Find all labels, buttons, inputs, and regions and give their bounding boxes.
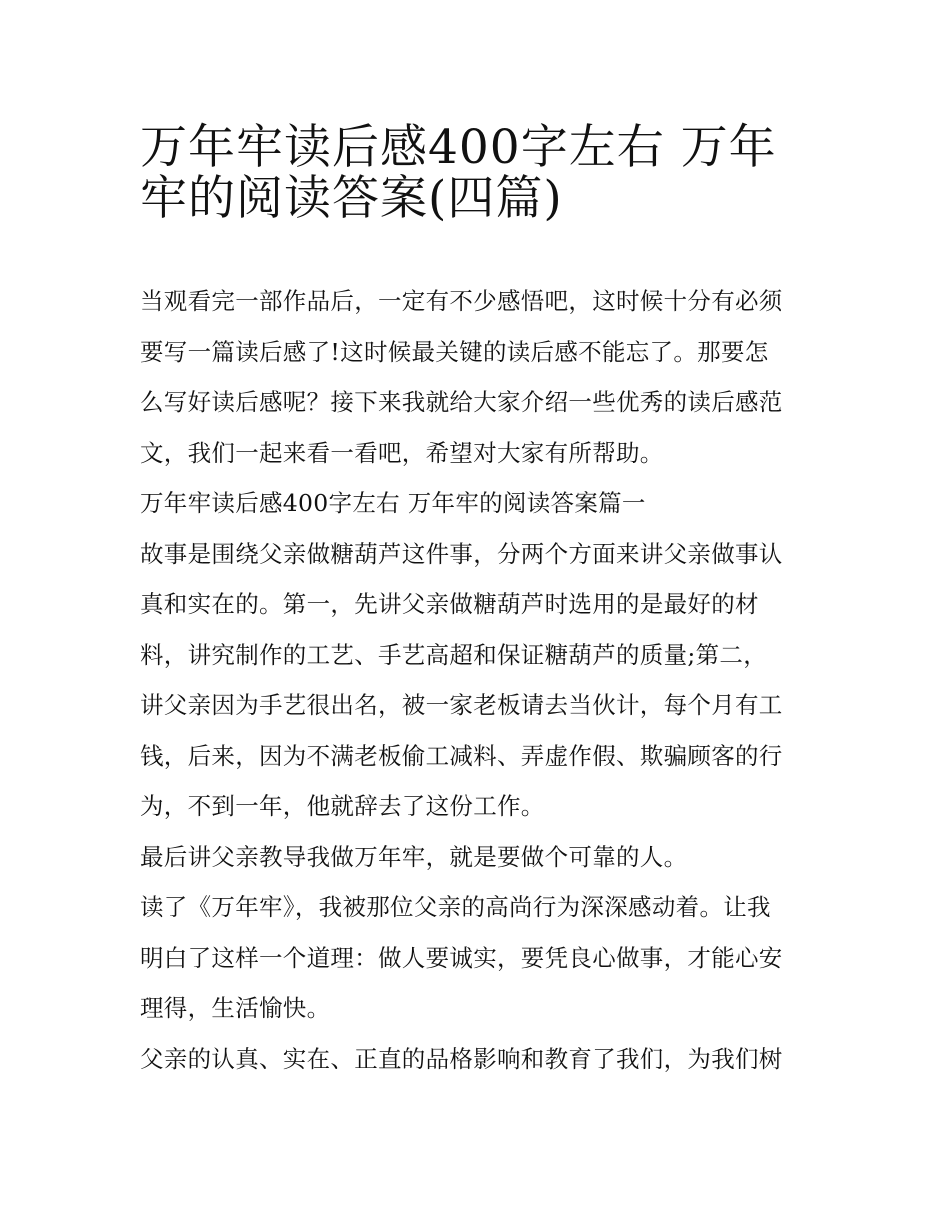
document-body (140, 276, 820, 1084)
paragraph (140, 832, 820, 883)
text-line: 当观看完一部作品后，一定有不少感悟吧，这时候十分有必须 (140, 287, 783, 315)
text-line: 文，我们一起来看一看吧，希望对大家有所帮助。 (140, 438, 664, 467)
text-line: 父亲的认真、实在、正直的品格影响和教育了我们，为我们树 (140, 1044, 783, 1073)
intro-paragraph (140, 276, 820, 478)
text-line: 理得，生活愉快。 (140, 994, 331, 1022)
text-line: 么写好读后感呢？接下来我就给大家介绍一些优秀的读后感范 (140, 388, 783, 416)
document-title (140, 112, 820, 226)
text-line: 料，讲究制作的工艺、手艺高超和保证糖葫芦的质量;第二， (140, 640, 768, 669)
text-line: 最后讲父亲教导我做万年牢，就是要做个可靠的人。 (140, 842, 688, 871)
title-line: 牢的阅读答案(四篇) (140, 170, 563, 226)
text-line: 为，不到一年，他就辞去了这份工作。 (140, 792, 545, 820)
text-line: 读了《万年牢》，我被那位父亲的高尚行为深深感动着。让我 (140, 893, 771, 921)
text-line: 讲父亲因为手艺很出名，被一家老板请去当伙计，每个月有工 (140, 691, 783, 719)
text-line: 明白了这样一个道理：做人要诚实，要凭良心做事，才能心安 (140, 943, 783, 972)
section-heading (140, 478, 820, 529)
text-line: 万年牢读后感400字左右 万年牢的阅读答案篇一 (140, 489, 646, 517)
reflection-paragraph (140, 882, 820, 1034)
text-line: 要写一篇读后感了!这时候最关键的读后感不能忘了。那要怎 (140, 337, 769, 366)
text-line: 钱，后来，因为不满老板偷工减料、弄虚作假、欺骗顾客的行 (140, 741, 783, 770)
story-paragraph (140, 529, 820, 832)
text-line: 真和实在的。第一，先讲父亲做糖葫芦时选用的是最好的材 (140, 590, 759, 618)
text-line: 故事是围绕父亲做糖葫芦这件事，分两个方面来讲父亲做事认 (140, 539, 783, 568)
paragraph (140, 1034, 820, 1085)
title-line: 万年牢读后感400字左右 万年 (140, 120, 777, 175)
